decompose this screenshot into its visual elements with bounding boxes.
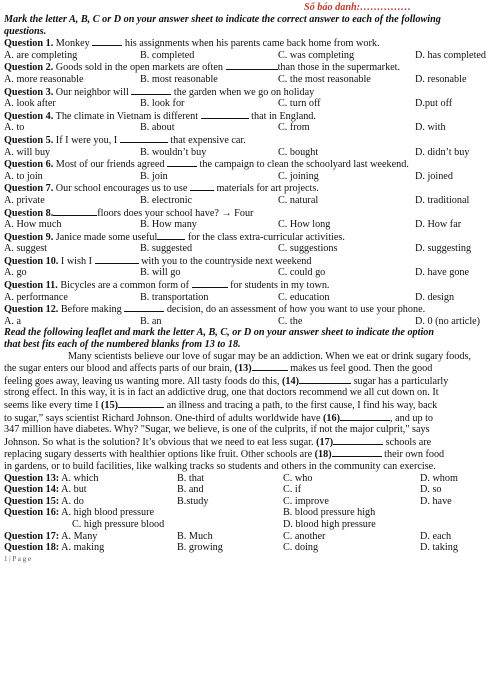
question-label: Question 18:: [4, 542, 60, 554]
text-run: Janice made some useful: [53, 231, 158, 243]
text-run: his assignments when his parents came back home from work.: [122, 38, 380, 50]
text-run: 347 million have diabetes. Why? "Sugar, we believe, is one of the culprits, if not the major culprit," says: [4, 424, 430, 436]
answer-option[interactable]: C. How long: [278, 219, 331, 231]
answer-option[interactable]: B. that: [177, 472, 205, 484]
worksheet-page: [4, 2, 491, 562]
answer-blank: [95, 255, 139, 264]
question-stem: [4, 86, 491, 99]
question-stem: [4, 279, 491, 292]
answer-option[interactable]: C. high pressure blood: [72, 518, 165, 530]
passage-line: [4, 461, 491, 473]
text-run: that in England.: [248, 110, 316, 122]
text-run: Before making: [58, 304, 125, 316]
answer-blank: [190, 182, 214, 191]
text-run: makes us feel good. Then the good: [287, 363, 433, 375]
answer-row: [4, 496, 491, 508]
answer-option[interactable]: C. from: [278, 122, 310, 134]
text-run: feeling goes away, leaving us wanting more. All tasty foods do this,: [4, 375, 283, 387]
text-run: materials for art projects.: [213, 183, 319, 195]
answer-row-q16: [4, 507, 491, 519]
answer-option[interactable]: D. traditional: [415, 194, 470, 206]
answer-option[interactable]: D. has completed: [415, 49, 487, 61]
candidate-number-dots: ……………: [360, 2, 411, 13]
answer-question: [4, 507, 283, 519]
text-run: to sugar,” says scientist Richard Johnson. One-third of adults worldwide have: [4, 412, 324, 424]
passage-line: [4, 375, 491, 388]
text-run: Our school encourages us to use: [53, 183, 190, 195]
question-options: [4, 292, 491, 304]
question-label: Question 3.: [4, 86, 54, 98]
answer-option[interactable]: B. blood pressure high: [283, 507, 376, 519]
question-options: [4, 316, 491, 328]
passage-line: [4, 448, 491, 461]
answer-option[interactable]: D.put off: [415, 98, 453, 110]
answer-blank: [157, 231, 185, 240]
answer-option[interactable]: C. natural: [278, 194, 319, 206]
answer-option[interactable]: C. was completing: [278, 49, 355, 61]
answer-option[interactable]: B.study: [177, 495, 209, 507]
answer-option[interactable]: D. 0 (no article): [415, 315, 481, 327]
answer-option[interactable]: A. look after: [4, 98, 56, 110]
answer-blank: [131, 86, 171, 95]
answer-blank: [92, 37, 122, 46]
question-options: [4, 50, 491, 62]
candidate-number-label: Số báo danh:: [304, 2, 361, 13]
answer-option[interactable]: B. How many: [140, 219, 197, 231]
answer-option[interactable]: D. whom: [420, 472, 458, 484]
answer-option[interactable]: B. Much: [177, 530, 213, 542]
answer-blank: [226, 61, 278, 70]
text-run: sugar has a particularly: [351, 375, 449, 387]
question-stem: [4, 303, 491, 316]
section-instruction: questions.: [4, 25, 47, 37]
answer-option[interactable]: A. which: [59, 472, 99, 484]
text-run: the campaign to clean the schoolyard last weekend.: [196, 159, 409, 171]
question-stem: [4, 207, 491, 220]
answer-option[interactable]: C. bought: [278, 146, 319, 158]
answer-option[interactable]: D. didn’t buy: [415, 146, 470, 158]
answer-option[interactable]: C. the: [278, 315, 303, 327]
passage-line: [4, 436, 491, 449]
text-run: The climate in Vietnam is different: [53, 110, 201, 122]
answer-option[interactable]: B. look for: [140, 98, 185, 110]
question-label: Question 4.: [4, 110, 54, 122]
answer-option[interactable]: A. more reasonable: [4, 73, 84, 85]
answer-blank: [124, 303, 164, 312]
question-label: Question 15:: [4, 495, 60, 507]
text-run: Bicycles are a common form of: [57, 280, 192, 292]
answer-option[interactable]: B. an: [140, 315, 162, 327]
answer-option[interactable]: D. suggesting: [415, 243, 472, 255]
question-label: Question 11.: [4, 280, 58, 292]
question-options: [4, 74, 491, 86]
answer-option[interactable]: B. growing: [177, 542, 223, 554]
page-footer: 1 | P a g e: [4, 554, 31, 563]
answer-row: [4, 542, 491, 554]
question-label: Question 5.: [4, 134, 54, 146]
answer-question: [4, 496, 177, 508]
answer-blank: [332, 448, 382, 457]
blank-number: (13): [234, 363, 252, 375]
text-run: Johnson. So what is the solution? It’s obvious that we need to eat less sugar.: [4, 436, 317, 448]
passage-line: [4, 399, 491, 412]
question-stem: [4, 182, 491, 195]
passage-line: [4, 351, 491, 363]
answer-option[interactable]: A. How much: [4, 219, 62, 231]
question-label: Question 17:: [4, 530, 60, 542]
question-stem: [4, 158, 491, 171]
question-stem: [4, 134, 491, 147]
question-label: Question 1.: [4, 38, 54, 50]
question-options: [4, 147, 491, 159]
answer-option[interactable]: B. about: [140, 122, 175, 134]
text-run: in gardens, or to build facilities, like walking tracks so students and others in the community can exercise.: [4, 460, 436, 472]
answer-option[interactable]: A. will buy: [4, 146, 51, 158]
answer-blank: [53, 207, 97, 216]
answer-blank: [201, 110, 249, 119]
candidate-number-line: [4, 2, 491, 14]
text-run: the garden when we go on holiday: [171, 86, 315, 98]
answer-option[interactable]: D. joined: [415, 170, 453, 182]
answer-option[interactable]: A. performance: [4, 291, 68, 303]
blank-number: (14): [282, 375, 300, 387]
answer-option[interactable]: A. go: [4, 267, 27, 279]
text-run: for the class extra-curricular activities.: [185, 231, 345, 243]
answer-option[interactable]: A. to: [4, 122, 25, 134]
text-run: the sugar enters our blood and affects parts of our brain,: [4, 363, 235, 375]
text-run: with you to the countryside next weekend: [138, 255, 312, 267]
question-label: Question 8.: [4, 207, 54, 219]
answer-question: [4, 531, 177, 543]
answer-blank: [340, 412, 390, 421]
answer-option[interactable]: C. doing: [283, 542, 319, 554]
answer-option[interactable]: B. completed: [140, 49, 195, 61]
answer-row: [4, 531, 491, 543]
answer-option[interactable]: B. suggested: [140, 243, 193, 255]
text-run: I wish I: [58, 255, 95, 267]
answer-blank: [120, 134, 168, 143]
question-options: [4, 195, 491, 207]
text-run: floors does your school have? → Four: [97, 207, 254, 219]
text-run: Our neighbor will: [53, 86, 132, 98]
answer-option[interactable]: C. suggestions: [278, 243, 338, 255]
answer-option[interactable]: C. improve: [283, 495, 329, 507]
text-run: than those in the supermarket.: [277, 62, 401, 74]
answer-option[interactable]: A. but: [59, 484, 87, 496]
answer-question: [4, 542, 177, 554]
question-stem: [4, 255, 491, 268]
answer-option[interactable]: D. have: [420, 495, 452, 507]
answer-option[interactable]: A. making: [59, 542, 105, 554]
answer-option[interactable]: A. suggest: [4, 243, 48, 255]
answer-option[interactable]: B. transportation: [140, 291, 209, 303]
answer-option[interactable]: C. could go: [278, 267, 326, 279]
answer-option[interactable]: A. to join: [4, 170, 43, 182]
answer-option[interactable]: B. electronic: [140, 194, 193, 206]
section-instruction: Mark the letter A, B, C or D on your answer sheet to indicate the correct answer to each of the following: [4, 14, 441, 25]
answer-option[interactable]: A. are completing: [4, 49, 78, 61]
blank-number: (15): [101, 400, 119, 411]
blank-number: (16): [323, 412, 341, 424]
text-run: for students in my town.: [227, 280, 330, 292]
answer-option[interactable]: D. taking: [420, 542, 458, 554]
answer-option[interactable]: C. turn off: [278, 98, 321, 110]
section-instruction: Read the following leaflet and mark the letter A, B, C, or D on your answer sheet to indicate the option: [4, 327, 435, 339]
answer-option[interactable]: A. high blood pressure: [59, 507, 154, 519]
multiple-choice-section: [4, 14, 491, 327]
answer-option[interactable]: B. most reasonable: [140, 73, 218, 85]
answer-option[interactable]: D. blood high pressure: [283, 518, 376, 530]
question-label: Question 13:: [4, 472, 60, 484]
passage-line: [4, 412, 491, 425]
question-stem: [4, 110, 491, 123]
text-run: Most of our friends agreed: [53, 159, 167, 171]
text-run: If I were you, I: [53, 134, 120, 146]
blank-number: (18): [314, 449, 332, 461]
question-stem: [4, 61, 491, 74]
text-run: Goods sold in the open markets are often: [53, 62, 226, 74]
answer-option[interactable]: B. will go: [140, 267, 181, 279]
text-run: seems like every time I: [4, 400, 102, 411]
answer-option[interactable]: C. education: [278, 291, 330, 303]
question-label: Question 12.: [4, 304, 59, 316]
question-options: [4, 98, 491, 110]
answer-option[interactable]: D. have gone: [415, 267, 470, 279]
answer-option[interactable]: D. How far: [415, 219, 462, 231]
passage-line: [4, 387, 491, 399]
answer-option[interactable]: C. if: [283, 484, 302, 496]
answer-option[interactable]: D. so: [420, 484, 442, 496]
answer-option[interactable]: A. do: [59, 495, 84, 507]
text-run: schools are: [383, 436, 432, 448]
answer-blank: [118, 399, 164, 408]
answer-blank: [299, 375, 351, 384]
answer-blank: [192, 279, 228, 288]
answer-option[interactable]: D. resonable: [415, 73, 467, 85]
text-run: that expensive car.: [167, 134, 246, 146]
answer-blank: [167, 158, 197, 167]
text-run: Many scientists believe our love of sugar may be an addiction. When we eat or drink sugary foods,: [68, 350, 471, 362]
text-run: Monkey: [53, 38, 93, 50]
text-run: an illness and tracing a path, to the first cause, I find his way, back: [164, 400, 438, 411]
section-instruction: that best fits each of the numbered blanks from 13 to 18.: [4, 339, 241, 351]
passage-line: [4, 362, 491, 375]
question-label: Question 9.: [4, 231, 54, 243]
text-run: decision, do an assessment of how you want to use your phone.: [164, 304, 426, 316]
answer-option[interactable]: D. each: [420, 530, 452, 542]
text-run: strong effect. In this way, it is in fact an addictive drug, one that doctors recommend we all cut down on. It: [4, 387, 439, 399]
question-stem: [4, 37, 491, 50]
question-label: Question 2.: [4, 62, 54, 74]
answer-option[interactable]: B. wouldn’t buy: [140, 146, 207, 158]
answer-row-q16-second: [4, 519, 491, 531]
question-options: [4, 171, 491, 183]
question-label: Question 16:: [4, 507, 60, 519]
question-options: [4, 267, 491, 279]
answer-option[interactable]: C. another: [283, 530, 326, 542]
text-run: their own food: [381, 449, 445, 461]
answer-option[interactable]: C. the most reasonable: [278, 73, 371, 85]
answer-option[interactable]: B. join: [140, 170, 168, 182]
question-label: Question 7.: [4, 183, 54, 195]
reading-section: [4, 327, 491, 553]
passage-line: [4, 424, 491, 436]
question-options: [4, 219, 491, 231]
question-stem: [4, 231, 491, 244]
answer-option[interactable]: C. who: [283, 472, 313, 484]
question-label: Question 14:: [4, 484, 60, 496]
blank-number: (17): [316, 436, 334, 448]
question-options: [4, 122, 491, 134]
text-run: , and up to: [390, 412, 434, 424]
answer-blank: [333, 436, 383, 445]
answer-option[interactable]: D. design: [415, 291, 455, 303]
text-run: replacing sugary desserts with healthier options like fruit. Other schools are: [4, 449, 315, 461]
answer-row: [4, 484, 491, 496]
answer-option[interactable]: A. private: [4, 194, 45, 206]
question-label: Question 6.: [4, 159, 54, 171]
answer-option[interactable]: B. and: [177, 484, 204, 496]
question-label: Question 10.: [4, 255, 59, 267]
answer-option[interactable]: C. joining: [278, 170, 319, 182]
answer-option[interactable]: A. Many: [59, 530, 98, 542]
answer-question: [4, 473, 177, 485]
answer-row: [4, 473, 491, 485]
answer-option[interactable]: A. a: [4, 315, 21, 327]
answer-option[interactable]: D. with: [415, 122, 446, 134]
answer-blank: [252, 362, 288, 371]
question-options: [4, 243, 491, 255]
answer-question: [4, 484, 177, 496]
